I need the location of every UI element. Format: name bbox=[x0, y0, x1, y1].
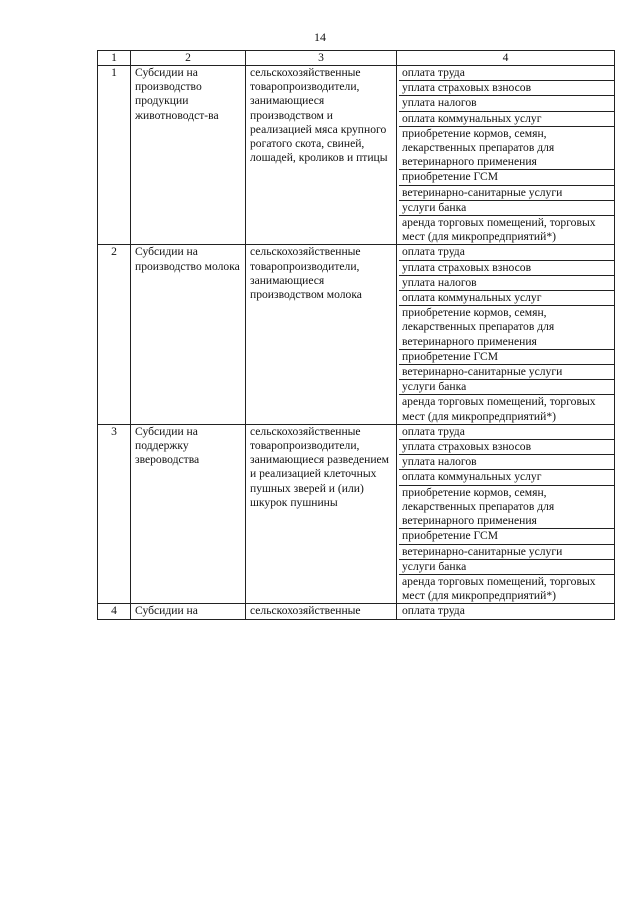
expense-item: ветеринарно-санитарные услуги bbox=[399, 365, 614, 380]
subsidy-table bbox=[97, 50, 615, 620]
expense-list bbox=[397, 66, 615, 245]
recipient-description: сельскохозяйственные bbox=[246, 604, 397, 619]
subsidy-name: Субсидии на производство молока bbox=[131, 245, 246, 424]
expense-item: оплата коммунальных услуг bbox=[399, 291, 614, 306]
expense-item: оплата труда bbox=[399, 245, 614, 260]
row-number: 1 bbox=[98, 66, 131, 245]
row-number: 3 bbox=[98, 424, 131, 603]
expense-item: услуги банка bbox=[399, 380, 614, 395]
header-cell-3: 3 bbox=[246, 51, 397, 66]
expense-item: уплата страховых взносов bbox=[399, 440, 614, 455]
row-number: 4 bbox=[98, 604, 131, 619]
expense-item: приобретение кормов, семян, лекарственных препаратов для ветеринарного применения bbox=[399, 306, 614, 350]
expense-item: приобретение ГСМ bbox=[399, 529, 614, 544]
expense-item: услуги банка bbox=[399, 201, 614, 216]
expense-item: оплата коммунальных услуг bbox=[399, 470, 614, 485]
subsidy-name: Субсидии на bbox=[131, 604, 246, 619]
expense-item: аренда торговых помещений, торговых мест (для микропредприятий*) bbox=[402, 574, 596, 603]
expense-item: оплата труда bbox=[399, 66, 614, 81]
expense-item: уплата налогов bbox=[399, 96, 614, 111]
row-number: 2 bbox=[98, 245, 131, 424]
table-row bbox=[98, 424, 615, 603]
table-row bbox=[98, 245, 615, 424]
subsidy-name: Субсидии на поддержку звероводства bbox=[131, 424, 246, 603]
expense-item: аренда торговых помещений, торговых мест (для микропредприятий*) bbox=[402, 395, 596, 423]
expense-item: приобретение ГСМ bbox=[399, 350, 614, 365]
recipient-description: сельскохозяйственные товаропроизводители, занимающиеся производством и реализацией мяса крупного рогатого скота, свиней, лошадей, кроликов и птицы bbox=[246, 66, 397, 245]
expense-item: уплата страховых взносов bbox=[399, 81, 614, 96]
expense-item: уплата налогов bbox=[399, 276, 614, 291]
expense-item: приобретение кормов, семян, лекарственных препаратов для ветеринарного применения bbox=[399, 127, 614, 171]
header-cell-4: 4 bbox=[397, 51, 615, 66]
expense-item: приобретение кормов, семян, лекарственных препаратов для ветеринарного применения bbox=[399, 486, 614, 530]
header-cell-2: 2 bbox=[131, 51, 246, 66]
header-row bbox=[98, 51, 615, 66]
header-cell-1: 1 bbox=[98, 51, 131, 66]
expense-list bbox=[397, 604, 615, 619]
subsidy-name: Субсидии на производство продукции животноводст-ва bbox=[131, 66, 246, 245]
recipient-description: сельскохозяйственные товаропроизводители, занимающиеся разведением и реализацией клеточных пушных зверей и (или) шкурок пушнины bbox=[246, 424, 397, 603]
expense-list bbox=[397, 245, 615, 424]
expense-item: ветеринарно-санитарные услуги bbox=[399, 545, 614, 560]
expense-item: аренда торговых помещений, торговых мест (для микропредприятий*) bbox=[402, 216, 596, 244]
page-number: 14 bbox=[314, 30, 326, 44]
recipient-description: сельскохозяйственные товаропроизводители, занимающиеся производством молока bbox=[246, 245, 397, 424]
expense-item: ветеринарно-санитарные услуги bbox=[399, 186, 614, 201]
expense-item: приобретение ГСМ bbox=[399, 170, 614, 185]
expense-item: оплата коммунальных услуг bbox=[399, 112, 614, 127]
expense-item: оплата труда bbox=[402, 604, 465, 618]
expense-item: уплата страховых взносов bbox=[399, 261, 614, 276]
expense-list bbox=[397, 424, 615, 603]
expense-item: оплата труда bbox=[399, 425, 614, 440]
table-row bbox=[98, 66, 615, 245]
table-row bbox=[98, 604, 615, 619]
expense-item: услуги банка bbox=[399, 560, 614, 575]
expense-item: уплата налогов bbox=[399, 455, 614, 470]
